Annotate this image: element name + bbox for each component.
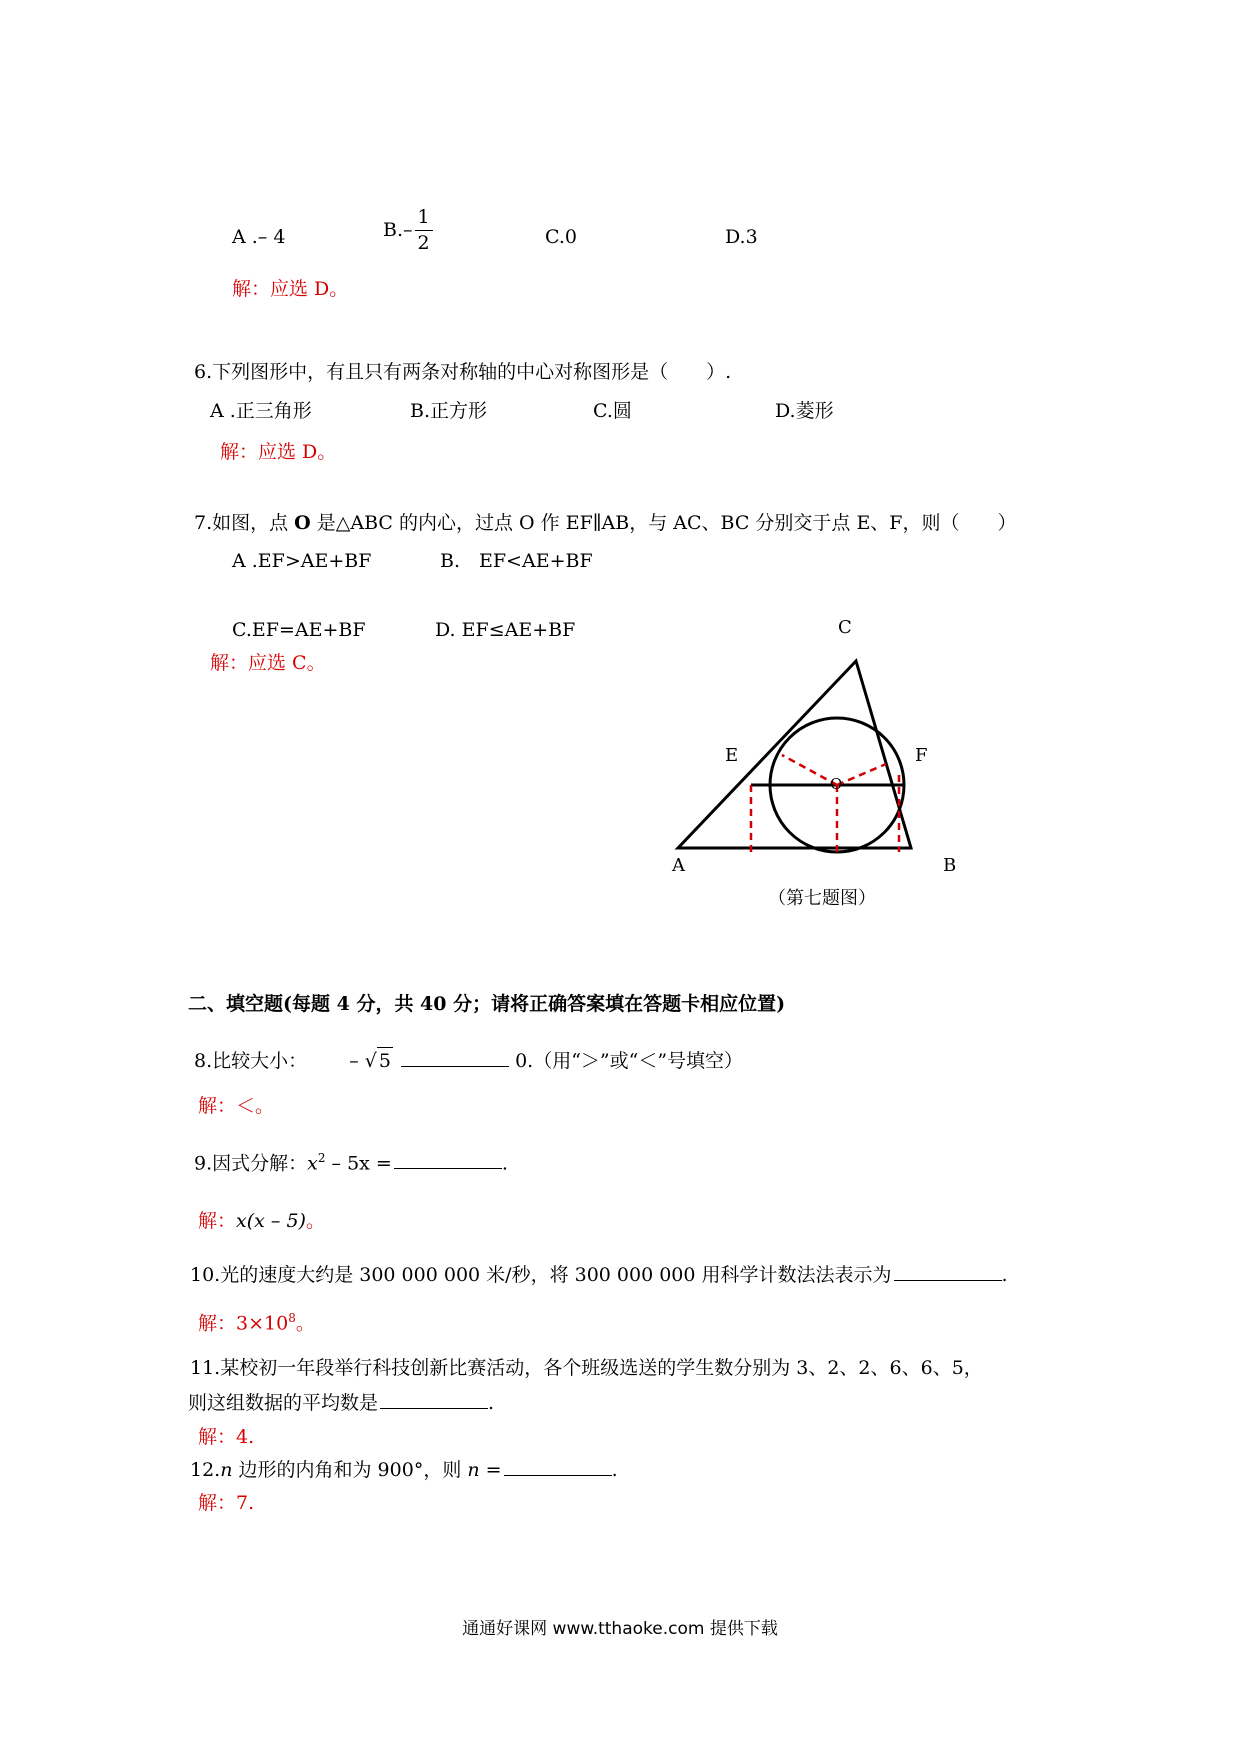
q7-answer: 解：应选 C。 — [210, 652, 326, 674]
label-c: C — [838, 617, 852, 638]
q7-stem — [194, 514, 1017, 533]
q7-option-a: A .EF>AE+BF — [232, 550, 372, 572]
q8-stem — [194, 1052, 743, 1071]
q12-answer: 解：7. — [198, 1492, 255, 1514]
q6-answer: 解：应选 D。 — [220, 441, 337, 463]
q11-answer: 解：4. — [198, 1426, 255, 1448]
q6-stem: 6.下列图形中，有且只有两条对称轴的中心对称图形是（ ）. — [194, 361, 732, 383]
fraction-denominator: 2 — [417, 232, 430, 254]
q11-stem-text: 则这组数据的平均数是 — [188, 1392, 379, 1414]
q5-answer: 解：应选 D。 — [232, 278, 349, 300]
q12-stem — [190, 1461, 618, 1480]
q12-stem-pre: 12. — [190, 1459, 221, 1481]
q7-stem-post: 是△ABC 的内心，过点 O 作 EF∥AB，与 AC、BC 分别交于点 E、F，则（ ） — [310, 512, 1017, 534]
q9-stem — [194, 1152, 508, 1173]
q11-stem-line2 — [188, 1394, 494, 1413]
q9-expr-exponent: 2 — [317, 1151, 326, 1165]
q10-answer-blank — [894, 1279, 1002, 1281]
q5-option-b-fraction — [415, 208, 433, 253]
q12-stem-mid: 边形的内角和为 900°，则 — [232, 1459, 468, 1481]
q6-option-d: D.菱形 — [775, 400, 834, 422]
q10-stem-text: 10.光的速度大约是 300 000 000 米/秒，将 300 000 000 用科学计数法法表示为 — [190, 1264, 892, 1286]
q12-stem-post: . — [611, 1459, 618, 1481]
q11-answer-blank — [380, 1407, 488, 1409]
triangle-abc — [678, 661, 911, 848]
q7-stem-point: O — [294, 512, 311, 534]
q10-answer-pre: 解：3×10 — [198, 1312, 289, 1335]
q9-answer-post: 。 — [305, 1210, 325, 1232]
q7-option-b: B. EF<AE+BF — [440, 550, 593, 572]
q7-figure — [660, 615, 980, 915]
sqrt-symbol: √ 5 — [365, 1052, 393, 1071]
q6-option-c: C.圆 — [593, 400, 632, 422]
footer-credit: 通通好课网 www.tthaoke.com 提供下载 — [462, 1619, 778, 1639]
q8-expr-sign: – — [349, 1050, 359, 1072]
q5-option-b — [383, 208, 433, 253]
q9-answer-pre: 解： — [198, 1210, 237, 1232]
q11-stem-line1: 11.某校初一年段举行科技创新比赛活动，各个班级选送的学生数分别为 3、2、2、6、6、5， — [190, 1357, 983, 1379]
q9-answer-expr: x(x – 5) — [236, 1210, 306, 1232]
q9-answer-blank — [394, 1167, 502, 1169]
q7-option-c: C.EF=AE+BF — [232, 619, 366, 641]
q12-var-n2: n — [467, 1459, 480, 1481]
q5-option-a: A .– 4 — [232, 226, 286, 248]
q8-answer: 解：＜。 — [198, 1095, 275, 1117]
q12-answer-blank — [504, 1474, 612, 1476]
q12-stem-eq: = — [479, 1459, 502, 1481]
q8-stem-pre: 8.比较大小： — [194, 1050, 308, 1072]
q9-answer — [198, 1212, 325, 1231]
q5-option-c: C.0 — [545, 226, 577, 248]
q5-option-b-prefix: B.– — [383, 219, 413, 241]
fraction-numerator: 1 — [415, 208, 433, 231]
q10-stem-post: . — [1001, 1264, 1008, 1286]
q6-option-b: B.正方形 — [410, 400, 488, 422]
label-e: E — [725, 745, 739, 766]
q7-option-d: D. EF≤AE+BF — [435, 619, 576, 641]
q11-stem-post: . — [488, 1392, 495, 1414]
q9-expr-rest: – 5x = — [325, 1152, 392, 1175]
q7-stem-pre: 7.如图，点 — [194, 512, 295, 534]
q9-expr-var: x — [307, 1152, 318, 1175]
figure-caption: （第七题图） — [768, 888, 876, 909]
q10-stem — [190, 1266, 1008, 1285]
q10-answer-exponent: 8 — [288, 1311, 296, 1325]
label-o: O — [830, 775, 843, 793]
q10-answer — [198, 1312, 315, 1333]
label-f: F — [915, 745, 928, 766]
q10-answer-post: 。 — [295, 1312, 315, 1335]
section-heading: 二、填空题(每题 4 分，共 40 分；请将正确答案填在答题卡相应位置) — [188, 993, 786, 1015]
q9-stem-pre: 9.因式分解： — [194, 1152, 308, 1175]
q12-var-n: n — [220, 1459, 233, 1481]
q8-stem-post: 0.（用“＞”或“＜”号填空） — [515, 1050, 744, 1072]
q9-stem-post: . — [501, 1152, 508, 1175]
label-b: B — [943, 855, 957, 876]
q6-option-a: A .正三角形 — [210, 400, 312, 422]
q5-option-d: D.3 — [725, 226, 758, 248]
label-a: A — [672, 855, 685, 876]
q8-radicand: 5 — [377, 1047, 393, 1072]
q8-answer-blank — [401, 1065, 509, 1067]
